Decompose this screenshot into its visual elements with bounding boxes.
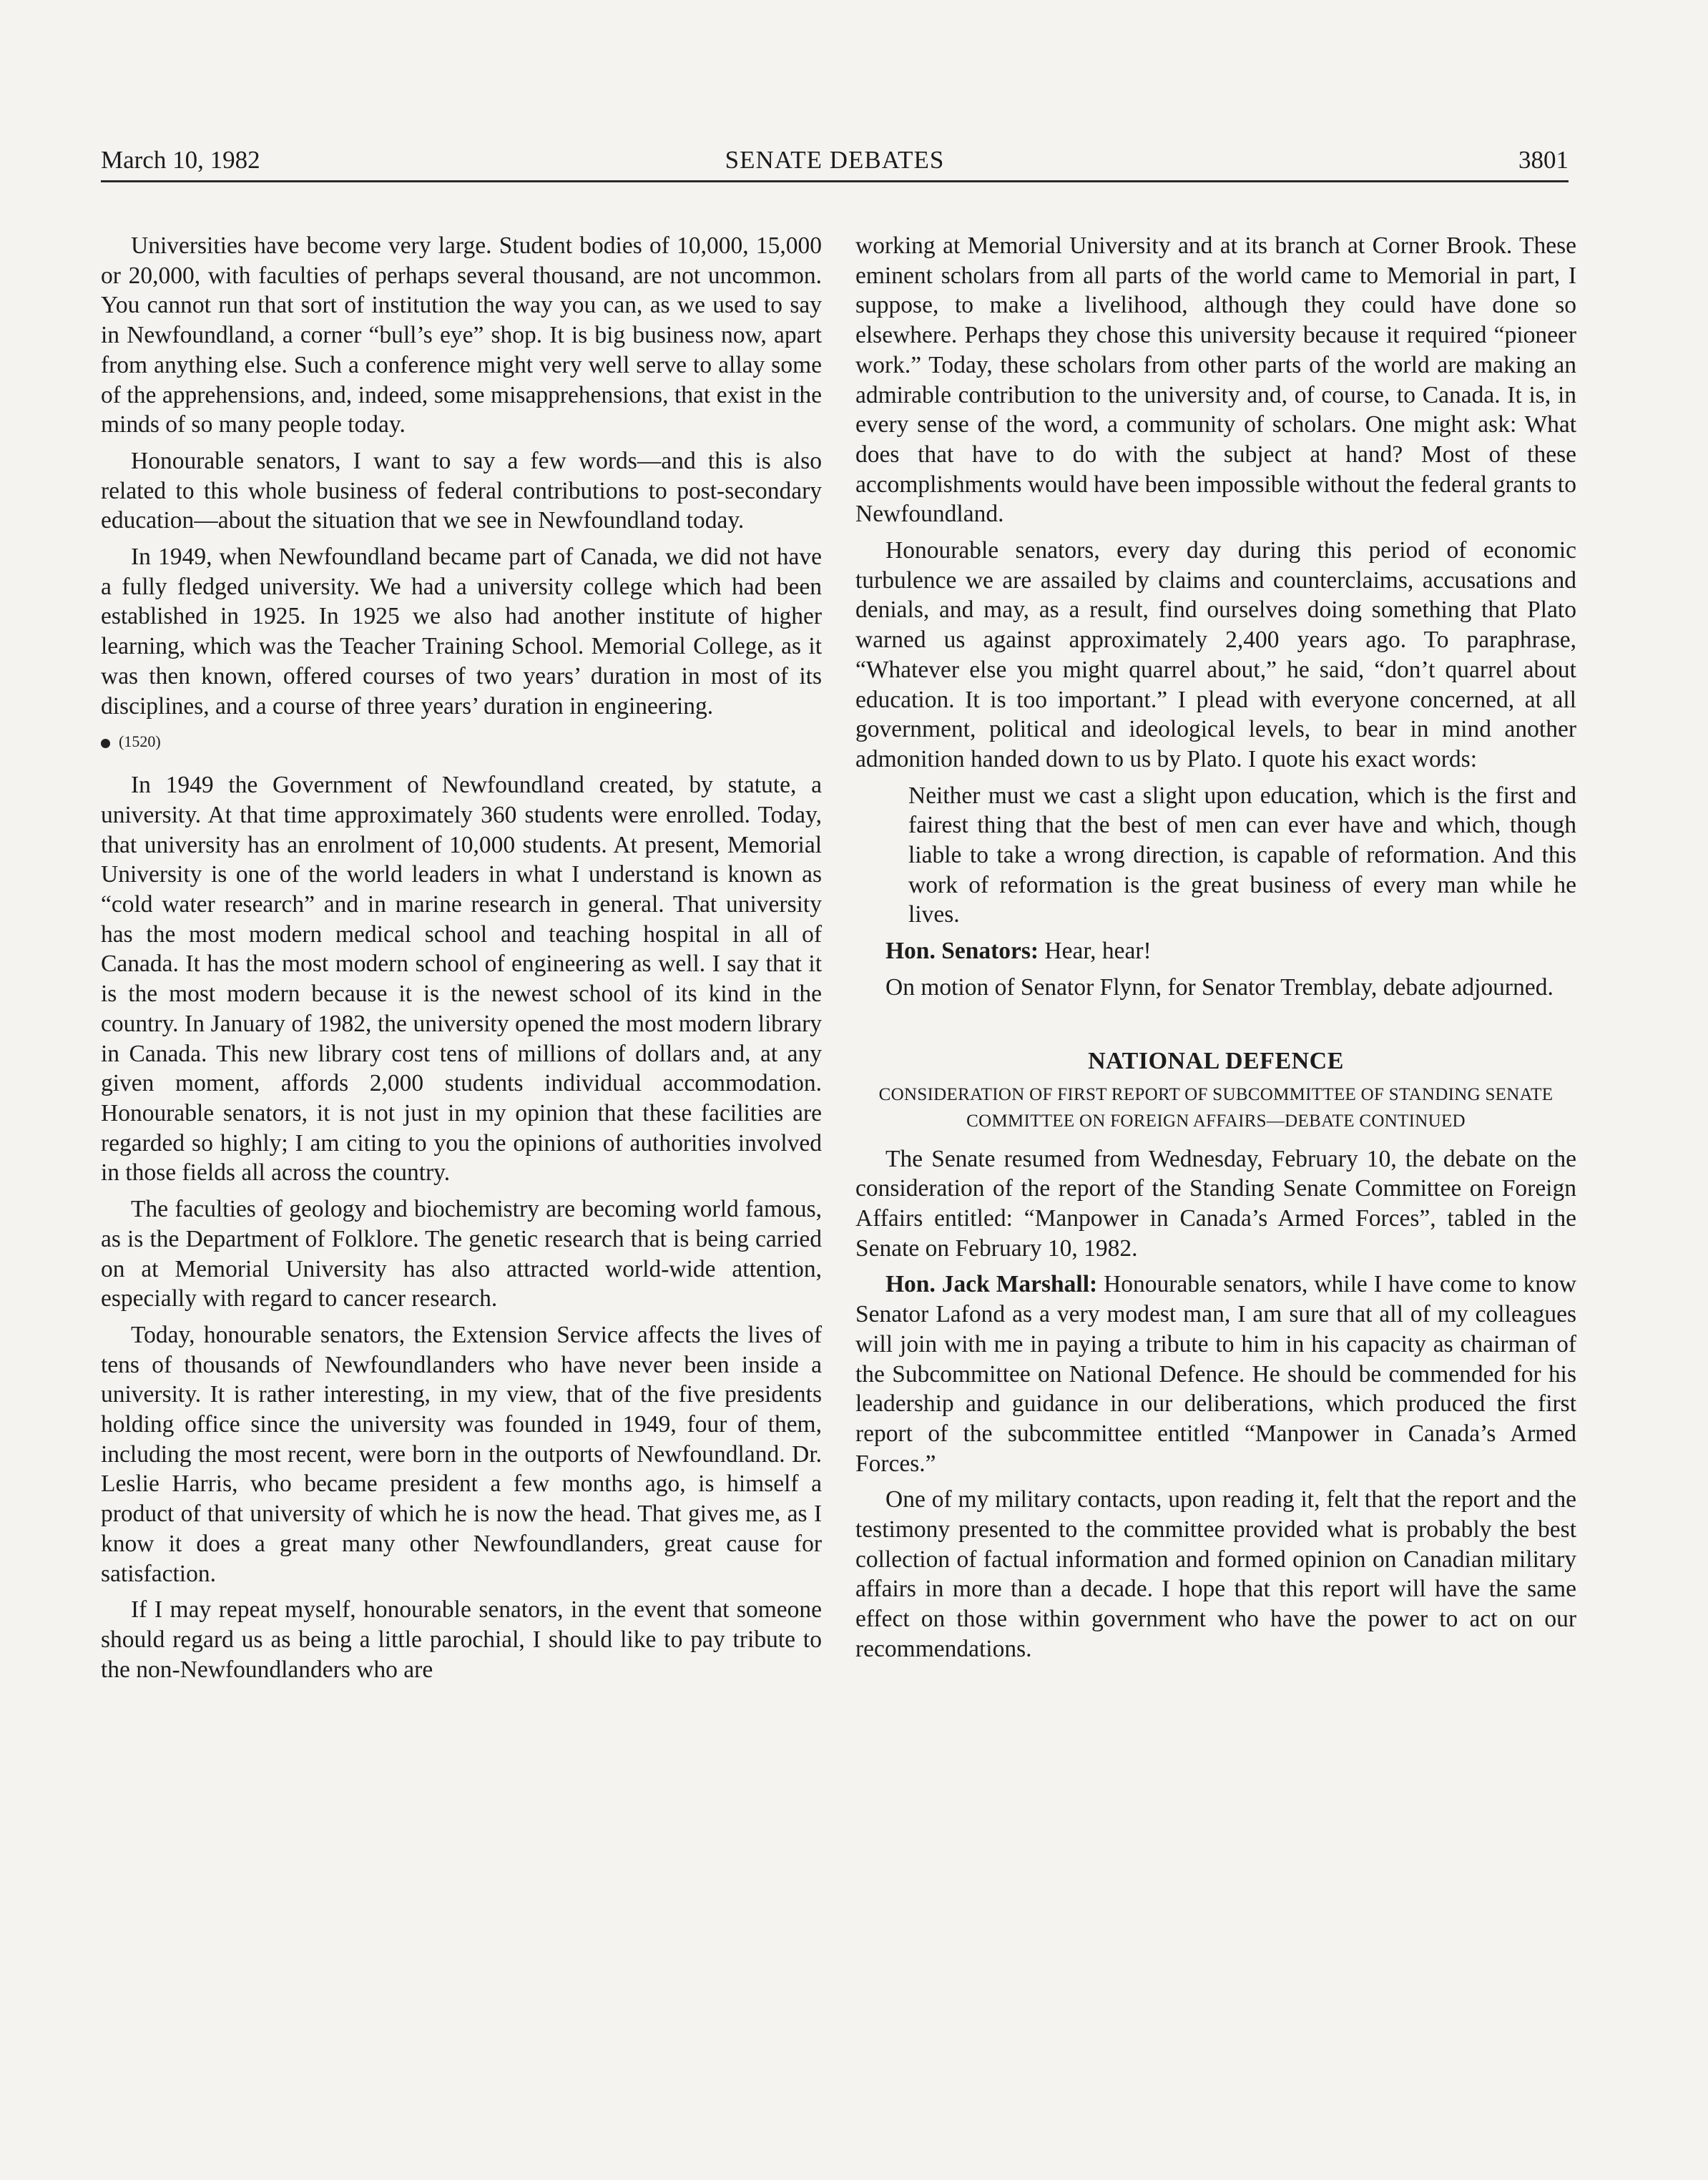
paragraph: Honourable senators, I want to say a few words—and this is also related to this whole business of federal contributions to post-secondary education—about the situation that we see in Newfoundland today. [101, 447, 822, 534]
header-page-number: 3801 [1518, 146, 1569, 174]
section-title: NATIONAL DEFENCE [1088, 1047, 1344, 1074]
paragraph [855, 1270, 1576, 1478]
left-column [101, 231, 822, 1691]
speaker-name: Hon. Jack Marshall: [885, 1271, 1098, 1298]
paragraph: In 1949 the Government of Newfoundland created, by statute, a university. At that time approximately 360 students were enrolled. Today, that university has an enrolment of 10,000 students. At present, Memorial University is one of the world leaders in what I understand is known as “cold water research” and in marine research in general. That university has the most modern medical school and teaching hospital in all of Canada. It has the most modern school of engineering as well. I say that it is the most modern because it is the newest school of its kind in the country. In January of 1982, the university opened the most modern library in Canada. This new library cost tens of millions of dollars and, at any given moment, affords 2,000 students individual accommodation. Honourable senators, it is not just in my opinion that these facilities are regarded so highly; I am citing to you the opinions of authorities involved in those fields all across the country. [101, 772, 822, 1187]
paragraph: Honourable senators, every day during this period of economic turbulence we are assailed by claims and counterclaims, accusations and denials, and may, as a result, find ourselves doing something that Plato warned us against approximately 2,400 years ago. To paraphrase, “Whatever else you might quarrel about,” he said, “don’t quarrel about education. It is too important.” I plead with everyone concerned, at all government, political and ideological levels, to bear in mind another admonition handed down to us by Plato. I quote his exact words: [855, 537, 1576, 772]
block-quote: Neither must we cast a slight upon education, which is the first and fairest thing that the best of men can ever have and which, though liable to take a wrong direction, is capable of reformation. And this work of reformation is the great business of every man while he lives. [908, 782, 1576, 928]
time-marker-label: (1520) [119, 732, 161, 751]
speech-text: Hear, hear! [1039, 938, 1152, 965]
right-column [855, 231, 1576, 1671]
paragraph: The Senate resumed from Wednesday, February 10, the debate on the consideration of the report of the Standing Senate Committee on Foreign Affairs entitled: “Manpower in Canada’s Armed Forces”, tabled in the Senate on February 10, 1982. [855, 1145, 1576, 1262]
paragraph: One of my military contacts, upon reading it, felt that the report and the testimony presented to the committee provided what is probably the best collection of factual information and formed opinion on Canadian military affairs in more than a decade. I hope that this report will have the same effect on those within government who have the power to act on our recommendations. [855, 1486, 1576, 1662]
paragraph: working at Memorial University and at its branch at Corner Brook. These eminent scholars from all parts of the world came to Memorial in part, I suppose, to make a livelihood, although they could have done so elsewhere. Perhaps they chose this university because it required “pioneer work.” Today, these scholars from other parts of the world are making an admirable contribution to the university and, of course, to Canada. It is, in every sense of the word, a community of scholars. One might ask: What does that have to do with the subject at hand? Most of these accomplishments would have been impossible without the federal grants to Newfoundland. [855, 232, 1576, 528]
page-header [101, 144, 1569, 182]
paragraph: Today, honourable senators, the Extension Service affects the lives of tens of thousands of Newfoundlanders who have never been inside a university. It is rather interesting, in my view, that of the five presidents holding office since the university was founded in 1949, four of them, including the most recent, were born in the outports of Newfoundland. Dr. Leslie Harris, who became president a few months ago, is himself a product of that university of which he is now the head. That gives me, as I know it does a great many other Newfoundlanders, great cause for satisfaction. [101, 1321, 822, 1587]
time-marker [101, 731, 822, 752]
paragraph: On motion of Senator Flynn, for Senator Tremblay, debate adjourned. [885, 973, 1554, 1001]
paragraph [855, 936, 1576, 966]
paragraph: If I may repeat myself, honourable senators, in the event that someone should regard us as being a little parochial, I should like to pay tribute to the non-Newfoundlanders who are [101, 1596, 822, 1683]
paragraph: In 1949, when Newfoundland became part of Canada, we did not have a fully fledged university. We had a university college which had been established in 1925. In 1925 we also had another institute of higher learning, which was the Teacher Training School. Memorial College, as it was then known, offered courses of two years’ duration in most of its disciplines, and a course of three years’ duration in engineering. [101, 544, 822, 720]
speech-text: Honourable senators, while I have come to know Senator Lafond as a very modest man, I am sure that all of my colleagues will join with me in paying a tribute to him in his capacity as chairman of the Subcommittee on National Defence. He should be commended for his leadership and guidance in our deliberations, which produced the first report of the subcommittee entitled “Manpower in Canada’s Armed Forces.” [855, 1271, 1576, 1477]
paragraph: Universities have become very large. Student bodies of 10,000, 15,000 or 20,000, with faculties of perhaps several thousand, are not uncommon. You cannot run that sort of institution the way you can, as we used to say in Newfoundland, a corner “bull’s eye” shop. It is big business now, apart from anything else. Such a conference might very well serve to allay some of the apprehensions, and, indeed, some misapprehensions, that exist in the minds of so many people today. [101, 232, 822, 438]
header-date: March 10, 1982 [101, 146, 260, 174]
section-subtitle: CONSIDERATION OF FIRST REPORT OF SUBCOMMITTEE OF STANDING SENATE COMMITTEE ON FOREIGN AFFAIRS—DEBATE CONTINUED [878, 1084, 1554, 1131]
bullet-icon [101, 739, 110, 748]
speaker-name: Hon. Senators: [885, 938, 1039, 965]
header-title: SENATE DEBATES [725, 146, 945, 174]
paragraph: The faculties of geology and biochemistry are becoming world famous, as is the Department of Folklore. The genetic research that is being carried on at Memorial University has also attracted world-wide attention, especially with regard to cancer research. [101, 1196, 822, 1312]
